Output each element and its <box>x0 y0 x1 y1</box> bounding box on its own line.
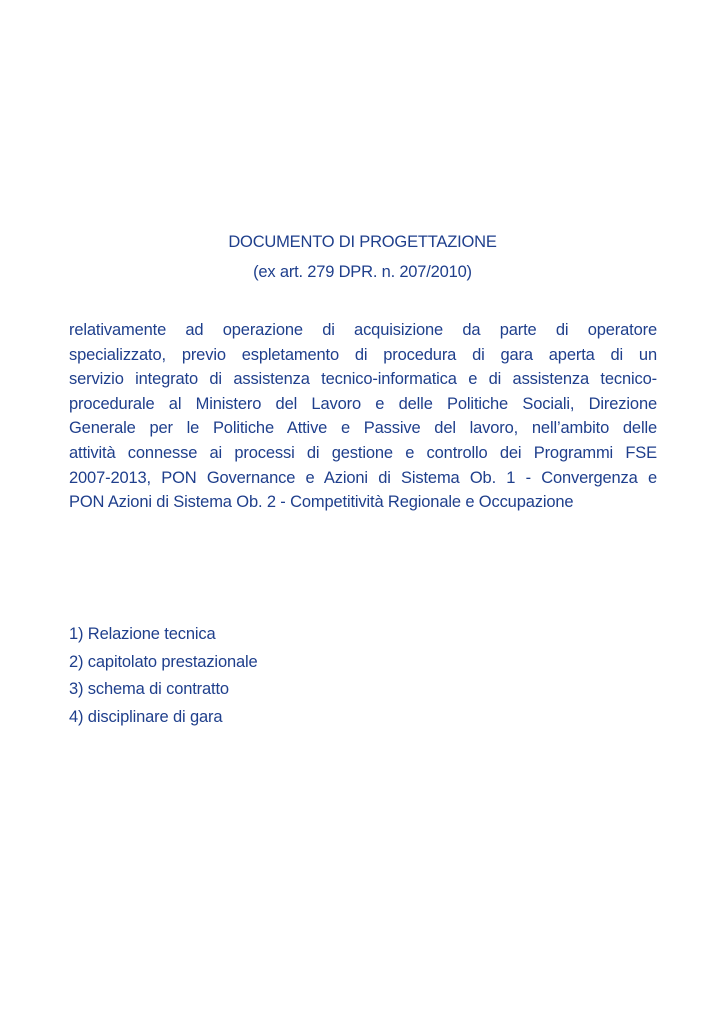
body-line: PON Azioni di Sistema Ob. 2 - Competitività Regionale e Occupazione <box>69 493 574 512</box>
body-line: servizio integrato di assistenza tecnico-informatica e di assistenza tecnico- <box>69 370 657 389</box>
body-line: procedurale al Ministero del Lavoro e delle Politiche Sociali, Direzione <box>69 394 657 413</box>
body-line: Generale per le Politiche Attive e Passive del lavoro, nell’ambito delle <box>69 419 657 438</box>
list-item: 3) schema di contratto <box>69 680 229 698</box>
list-item: 4) disciplinare di gara <box>69 707 223 726</box>
list-item: 2) capitolato prestazionale <box>69 652 258 671</box>
body-line: relativamente ad operazione di acquisizione da parte di operatore <box>69 321 657 339</box>
body-line: attività connesse ai processi di gestione e controllo dei Programmi FSE <box>69 443 657 462</box>
document-body-paragraph <box>69 318 657 515</box>
document-title: DOCUMENTO DI PROGETTAZIONE <box>228 233 497 251</box>
list-item: 1) Relazione tecnica <box>69 625 216 643</box>
body-line: specializzato, previo espletamento di procedura di gara aperta di un <box>69 345 657 364</box>
document-subtitle: (ex art. 279 DPR. n. 207/2010) <box>253 263 472 281</box>
body-line: 2007-2013, PON Governance e Azioni di Sistema Ob. 1 - Convergenza e <box>69 468 657 487</box>
attachments-list <box>69 621 258 731</box>
